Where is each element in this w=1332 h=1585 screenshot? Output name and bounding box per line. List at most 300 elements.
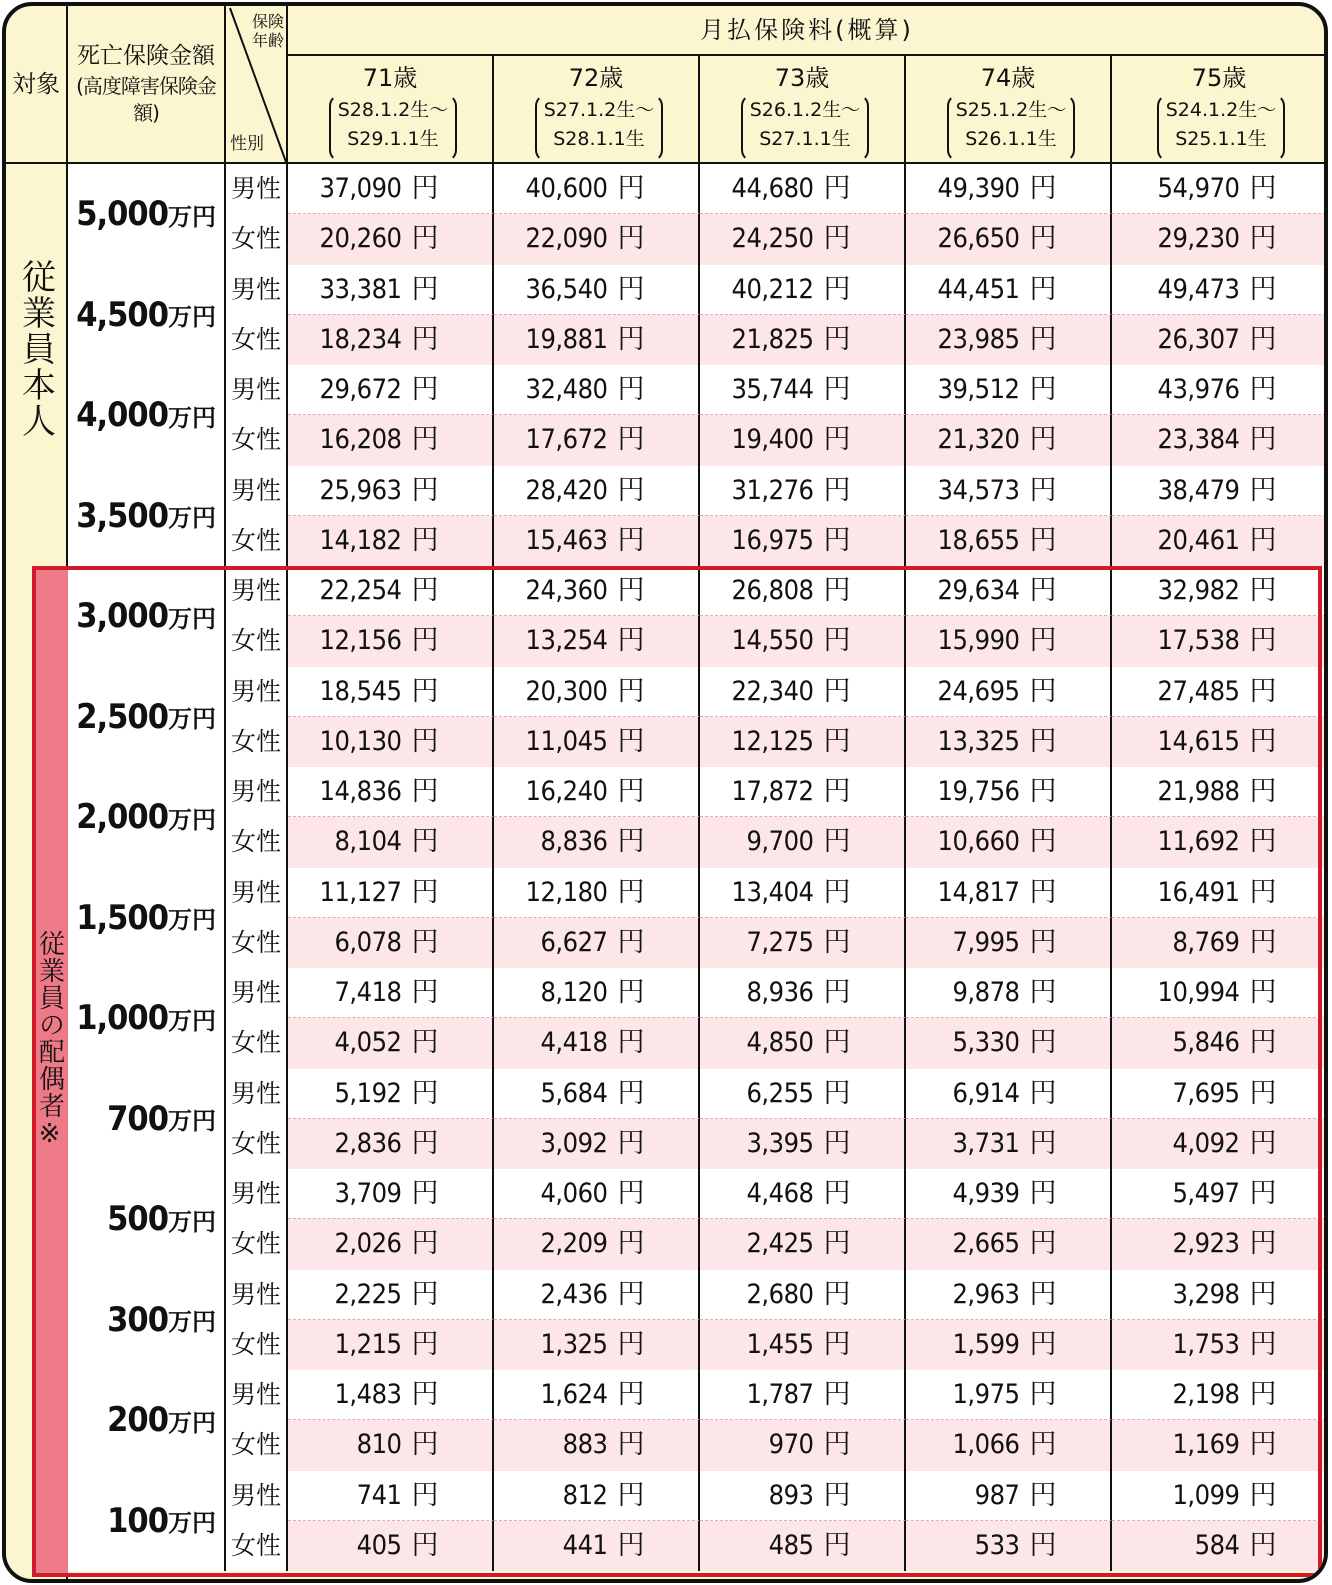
premium-value: 40,212 [731, 273, 814, 305]
premium-value: 20,300 [525, 675, 608, 707]
premium-cell [288, 566, 494, 616]
yen-unit: 円 [617, 374, 644, 405]
premium-value: 2,198 [1172, 1379, 1240, 1410]
premium-value: 812 [562, 1479, 608, 1511]
yen-unit: 円 [1249, 424, 1276, 456]
premium-value: 1,066 [952, 1429, 1020, 1461]
birth-range-bracket [947, 94, 1075, 162]
premium-value: 54,970 [1157, 173, 1240, 204]
group-spouse-band [32, 570, 68, 1577]
yen-unit: 円 [1029, 575, 1056, 606]
premium-cell [288, 415, 494, 465]
premium-value: 20,461 [1157, 524, 1240, 556]
premium-value: 17,538 [1157, 625, 1240, 657]
premium-cell [288, 1521, 494, 1571]
premium-cell [906, 1069, 1112, 1119]
yen-unit: 円 [823, 223, 850, 255]
premium-value: 5,684 [540, 1077, 608, 1109]
yen-unit: 円 [823, 1379, 850, 1410]
yen-unit: 円 [1249, 374, 1276, 405]
premium-value: 27,485 [1157, 675, 1240, 707]
yen-unit: 円 [823, 675, 850, 707]
premium-cell [288, 315, 494, 365]
yen-unit: 円 [411, 1479, 438, 1511]
yen-unit: 円 [1249, 1529, 1276, 1561]
premium-cell [494, 566, 700, 616]
premium-value: 8,104 [334, 826, 402, 858]
premium-cell [1112, 968, 1326, 1018]
premium-value: 13,254 [525, 625, 608, 657]
insured-amount-value: 200 [107, 1400, 168, 1441]
sex-label-female: 女性 [226, 1018, 288, 1068]
insured-amount-unit: 万円 [168, 604, 216, 633]
yen-unit: 円 [617, 1529, 644, 1561]
table-row [68, 1270, 1326, 1371]
yen-unit: 円 [411, 926, 438, 958]
premium-cell [494, 1471, 700, 1521]
yen-unit: 円 [617, 424, 644, 456]
premium-title-label: 月払保険料(概算) [700, 15, 914, 44]
yen-unit: 円 [823, 273, 850, 305]
premium-value: 16,208 [319, 424, 402, 456]
amount-header [68, 6, 226, 164]
yen-unit: 円 [617, 323, 644, 355]
premium-cell [288, 1018, 494, 1068]
premium-cell [906, 566, 1112, 616]
premium-value: 39,512 [937, 374, 1020, 405]
premium-cell [288, 817, 494, 867]
premium-value: 35,744 [731, 374, 814, 405]
table-row [68, 868, 1326, 969]
insured-amount [68, 1169, 226, 1270]
yen-unit: 円 [617, 977, 644, 1008]
age-label: 74歳 [980, 64, 1036, 92]
sex-label-female: 女性 [226, 415, 288, 465]
premium-value: 29,672 [319, 374, 402, 405]
premium-value: 533 [974, 1529, 1020, 1561]
premium-cell [906, 214, 1112, 264]
yen-unit: 円 [411, 826, 438, 858]
insured-amount-value: 5,000 [76, 194, 168, 235]
premium-value: 1,975 [952, 1379, 1020, 1410]
premium-value: 24,695 [937, 675, 1020, 707]
premium-cell [906, 466, 1112, 516]
premium-cell [906, 1420, 1112, 1470]
birth-range-bracket [535, 94, 663, 162]
premium-cell [288, 214, 494, 264]
premium-cell [494, 466, 700, 516]
premium-cell [906, 1471, 1112, 1521]
yen-unit: 円 [617, 1127, 644, 1159]
premium-value: 2,425 [746, 1228, 814, 1260]
insured-amount-value: 4,500 [76, 294, 168, 335]
premium-cell [494, 1420, 700, 1470]
yen-unit: 円 [823, 977, 850, 1008]
yen-unit: 円 [617, 826, 644, 858]
yen-unit: 円 [1029, 1529, 1056, 1561]
sex-label-male: 男性 [226, 1169, 288, 1219]
premium-cell [288, 667, 494, 717]
premium-cell [906, 1018, 1112, 1068]
premium-cell [1112, 1521, 1326, 1571]
premium-value: 16,975 [731, 524, 814, 556]
premium-cell [700, 365, 906, 415]
yen-unit: 円 [1249, 1379, 1276, 1410]
table-row [68, 566, 1326, 667]
premium-cell [906, 1320, 1112, 1370]
diag-bottom-label: 性別 [230, 134, 264, 154]
insured-amount [68, 1270, 226, 1371]
yen-unit: 円 [1249, 977, 1276, 1008]
yen-unit: 円 [411, 1178, 438, 1209]
premium-value: 2,436 [540, 1278, 608, 1310]
premium-value: 18,545 [319, 675, 402, 707]
premium-table [6, 6, 1326, 1581]
yen-unit: 円 [823, 374, 850, 405]
premium-value: 44,451 [937, 273, 1020, 305]
yen-unit: 円 [411, 725, 438, 757]
birth-to: S25.1.1生 [1175, 128, 1267, 150]
yen-unit: 円 [1249, 776, 1276, 807]
premium-cell [494, 1219, 700, 1269]
insured-amount-value: 1,000 [76, 998, 168, 1039]
yen-unit: 円 [411, 575, 438, 606]
yen-unit: 円 [823, 424, 850, 456]
premium-cell [700, 968, 906, 1018]
yen-unit: 円 [1029, 323, 1056, 355]
birth-range-bracket [1157, 94, 1285, 162]
premium-value: 38,479 [1157, 474, 1240, 506]
yen-unit: 円 [411, 977, 438, 1008]
premium-cell [288, 516, 494, 566]
insured-amount [68, 1370, 226, 1471]
birth-from: S27.1.2生～ [543, 99, 655, 121]
yen-unit: 円 [617, 1077, 644, 1109]
yen-unit: 円 [823, 1479, 850, 1511]
yen-unit: 円 [1029, 173, 1056, 204]
yen-unit: 円 [1249, 625, 1276, 657]
premium-cell [494, 667, 700, 717]
age-header-1 [288, 56, 494, 164]
premium-cell [906, 616, 1112, 666]
premium-value: 1,787 [746, 1379, 814, 1410]
premium-title [288, 6, 1326, 56]
yen-unit: 円 [617, 273, 644, 305]
premium-value: 2,026 [334, 1228, 402, 1260]
premium-value: 14,615 [1157, 725, 1240, 757]
table-row [68, 265, 1326, 366]
insured-amount-value: 300 [107, 1299, 168, 1340]
premium-cell [1112, 516, 1326, 566]
premium-cell [700, 1018, 906, 1068]
insured-amount [68, 868, 226, 969]
premium-cell [906, 415, 1112, 465]
premium-table-frame [2, 2, 1328, 1583]
premium-value: 14,817 [937, 876, 1020, 908]
premium-cell [700, 466, 906, 516]
premium-value: 14,836 [319, 776, 402, 807]
premium-value: 4,850 [746, 1027, 814, 1059]
premium-cell [906, 315, 1112, 365]
yen-unit: 円 [617, 575, 644, 606]
yen-unit: 円 [823, 725, 850, 757]
premium-value: 21,320 [937, 424, 1020, 456]
insured-amount-value: 100 [107, 1500, 168, 1541]
yen-unit: 円 [411, 474, 438, 506]
premium-value: 26,307 [1157, 323, 1240, 355]
yen-unit: 円 [617, 1379, 644, 1410]
yen-unit: 円 [617, 675, 644, 707]
insured-amount-value: 3,500 [76, 495, 168, 536]
premium-value: 5,330 [952, 1027, 1020, 1059]
table-row [68, 1069, 1326, 1170]
premium-cell [494, 265, 700, 315]
yen-unit: 円 [823, 1178, 850, 1209]
premium-cell [1112, 1169, 1326, 1219]
premium-cell [1112, 1069, 1326, 1119]
sex-label-male: 男性 [226, 265, 288, 315]
yen-unit: 円 [1029, 926, 1056, 958]
premium-value: 22,090 [525, 223, 608, 255]
premium-value: 17,672 [525, 424, 608, 456]
birth-to: S29.1.1生 [347, 128, 439, 150]
yen-unit: 円 [617, 524, 644, 556]
premium-cell [494, 1320, 700, 1370]
premium-value: 4,468 [746, 1178, 814, 1209]
premium-cell [1112, 1018, 1326, 1068]
premium-value: 405 [356, 1529, 402, 1561]
yen-unit: 円 [1249, 474, 1276, 506]
premium-value: 44,680 [731, 173, 814, 204]
insured-amount-unit: 万円 [168, 1308, 216, 1337]
premium-cell [700, 566, 906, 616]
yen-unit: 円 [823, 826, 850, 858]
birth-to: S26.1.1生 [965, 128, 1057, 150]
sex-label-male: 男性 [226, 868, 288, 918]
yen-unit: 円 [823, 323, 850, 355]
yen-unit: 円 [823, 876, 850, 908]
premium-cell [906, 1270, 1112, 1320]
insured-amount-unit: 万円 [168, 705, 216, 734]
premium-cell [494, 365, 700, 415]
sex-label-male: 男性 [226, 1270, 288, 1320]
premium-cell [700, 616, 906, 666]
premium-cell [700, 1119, 906, 1169]
premium-value: 893 [768, 1479, 814, 1511]
premium-value: 29,634 [937, 575, 1020, 606]
yen-unit: 円 [617, 474, 644, 506]
premium-value: 9,878 [952, 977, 1020, 1008]
insured-amount-unit: 万円 [168, 1207, 216, 1236]
yen-unit: 円 [411, 273, 438, 305]
yen-unit: 円 [823, 1127, 850, 1159]
premium-cell [906, 365, 1112, 415]
target-header [6, 6, 68, 164]
premium-value: 18,655 [937, 524, 1020, 556]
premium-value: 3,709 [334, 1178, 402, 1209]
premium-cell [288, 1219, 494, 1269]
premium-value: 883 [562, 1429, 608, 1461]
premium-cell [288, 717, 494, 767]
birth-range-bracket [741, 94, 869, 162]
yen-unit: 円 [1029, 625, 1056, 657]
birth-from: S25.1.2生～ [955, 99, 1067, 121]
yen-unit: 円 [823, 474, 850, 506]
premium-cell [494, 868, 700, 918]
yen-unit: 円 [617, 223, 644, 255]
age-label: 71歳 [362, 64, 418, 92]
yen-unit: 円 [617, 1278, 644, 1310]
yen-unit: 円 [1249, 1429, 1276, 1461]
yen-unit: 円 [411, 424, 438, 456]
premium-cell [700, 214, 906, 264]
premium-value: 7,418 [334, 977, 402, 1008]
diag-top-label: 保険 年齢 [251, 12, 284, 51]
premium-cell [700, 1219, 906, 1269]
yen-unit: 円 [1249, 323, 1276, 355]
premium-value: 6,627 [540, 926, 608, 958]
age-header-4 [906, 56, 1112, 164]
premium-value: 6,255 [746, 1077, 814, 1109]
premium-cell [906, 1219, 1112, 1269]
premium-value: 5,846 [1172, 1027, 1240, 1059]
yen-unit: 円 [1029, 273, 1056, 305]
premium-value: 26,650 [937, 223, 1020, 255]
premium-value: 2,923 [1172, 1228, 1240, 1260]
yen-unit: 円 [1249, 223, 1276, 255]
yen-unit: 円 [411, 625, 438, 657]
yen-unit: 円 [823, 173, 850, 204]
yen-unit: 円 [617, 876, 644, 908]
insured-amount-unit: 万円 [168, 1408, 216, 1437]
yen-unit: 円 [1249, 1479, 1276, 1511]
premium-cell [700, 265, 906, 315]
birth-from: S24.1.2生～ [1165, 99, 1277, 121]
premium-cell [1112, 1420, 1326, 1470]
premium-cell [906, 868, 1112, 918]
yen-unit: 円 [1029, 1429, 1056, 1461]
premium-value: 10,130 [319, 725, 402, 757]
premium-value: 1,753 [1172, 1328, 1240, 1360]
premium-value: 7,275 [746, 926, 814, 958]
yen-unit: 円 [1249, 273, 1276, 305]
premium-cell [288, 1069, 494, 1119]
premium-value: 18,234 [319, 323, 402, 355]
insured-amount [68, 968, 226, 1069]
premium-cell [288, 868, 494, 918]
yen-unit: 円 [411, 1278, 438, 1310]
yen-unit: 円 [1249, 1278, 1276, 1310]
premium-cell [494, 968, 700, 1018]
premium-value: 12,125 [731, 725, 814, 757]
insured-amount-unit: 万円 [168, 202, 216, 231]
yen-unit: 円 [823, 575, 850, 606]
premium-value: 5,192 [334, 1077, 402, 1109]
age-header-5 [1112, 56, 1326, 164]
premium-value: 19,756 [937, 776, 1020, 807]
premium-value: 16,491 [1157, 876, 1240, 908]
sex-label-female: 女性 [226, 717, 288, 767]
premium-value: 8,769 [1172, 926, 1240, 958]
premium-value: 12,180 [525, 876, 608, 908]
sex-label-female: 女性 [226, 214, 288, 264]
premium-value: 1,215 [334, 1328, 402, 1360]
premium-cell [1112, 1119, 1326, 1169]
premium-value: 4,939 [952, 1178, 1020, 1209]
yen-unit: 円 [1249, 926, 1276, 958]
premium-cell [288, 164, 494, 214]
yen-unit: 円 [411, 1077, 438, 1109]
premium-cell [494, 1119, 700, 1169]
premium-cell [494, 1018, 700, 1068]
sex-label-male: 男性 [226, 466, 288, 516]
insured-amount-unit: 万円 [168, 1107, 216, 1136]
insured-amount-value: 2,000 [76, 797, 168, 838]
sex-label-female: 女性 [226, 1420, 288, 1470]
yen-unit: 円 [1029, 1278, 1056, 1310]
premium-value: 4,052 [334, 1027, 402, 1059]
sex-label-male: 男性 [226, 1069, 288, 1119]
yen-unit: 円 [411, 374, 438, 405]
premium-value: 32,982 [1157, 575, 1240, 606]
sex-label-male: 男性 [226, 968, 288, 1018]
sex-label-male: 男性 [226, 164, 288, 214]
premium-value: 19,881 [525, 323, 608, 355]
yen-unit: 円 [1249, 1127, 1276, 1159]
premium-value: 8,836 [540, 826, 608, 858]
premium-value: 8,120 [540, 977, 608, 1008]
premium-cell [700, 1270, 906, 1320]
yen-unit: 円 [617, 173, 644, 204]
premium-value: 22,254 [319, 575, 402, 606]
premium-value: 40,600 [525, 173, 608, 204]
sex-label-male: 男性 [226, 365, 288, 415]
premium-cell [906, 968, 1112, 1018]
premium-value: 987 [974, 1479, 1020, 1511]
premium-value: 15,990 [937, 625, 1020, 657]
premium-value: 11,127 [319, 876, 402, 908]
premium-cell [700, 817, 906, 867]
premium-value: 23,985 [937, 323, 1020, 355]
insured-amount [68, 265, 226, 366]
yen-unit: 円 [823, 1429, 850, 1461]
sex-label-female: 女性 [226, 1219, 288, 1269]
premium-cell [494, 1169, 700, 1219]
premium-value: 36,540 [525, 273, 608, 305]
yen-unit: 円 [411, 1127, 438, 1159]
premium-value: 17,872 [731, 776, 814, 807]
table-row [68, 1471, 1326, 1572]
yen-unit: 円 [1029, 474, 1056, 506]
premium-value: 24,250 [731, 223, 814, 255]
premium-cell [906, 1521, 1112, 1571]
yen-unit: 円 [1029, 223, 1056, 255]
yen-unit: 円 [617, 725, 644, 757]
premium-cell [288, 1471, 494, 1521]
premium-cell [906, 516, 1112, 566]
premium-value: 49,390 [937, 173, 1020, 204]
yen-unit: 円 [1249, 1178, 1276, 1209]
yen-unit: 円 [1029, 1178, 1056, 1209]
premium-value: 14,182 [319, 524, 402, 556]
yen-unit: 円 [411, 1027, 438, 1059]
premium-value: 2,225 [334, 1278, 402, 1310]
insured-amount-unit: 万円 [168, 1509, 216, 1538]
premium-value: 6,078 [334, 926, 402, 958]
yen-unit: 円 [617, 1228, 644, 1260]
premium-cell [906, 918, 1112, 968]
yen-unit: 円 [617, 776, 644, 807]
